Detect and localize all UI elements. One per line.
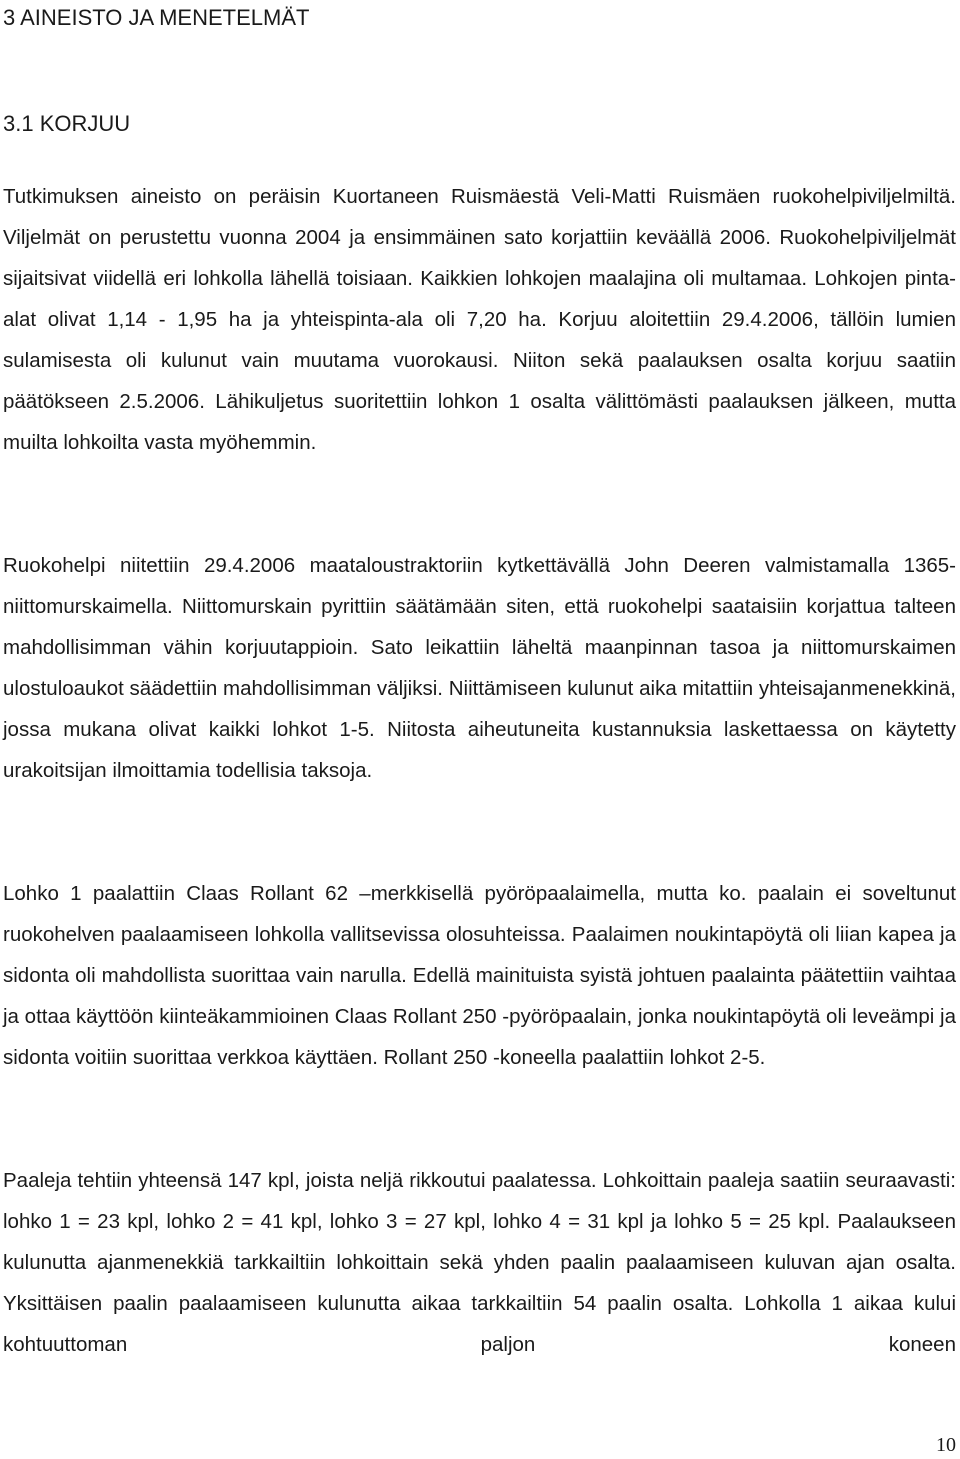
paragraph-aineisto: Tutkimuksen aineisto on peräisin Kuortaneen Ruismäestä Veli-Matti Ruismäen ruokohelpiviljelmiltä. Viljelmät on perustettu vuonna 2004 ja ensimmäinen sato korjattiin keväällä 2006. Ruokohelpiviljelmät sijaitsivat viidellä eri lohkolla lähellä toisiaan. Kaikkien lohkojen maalajina oli multamaa. Lohkojen pinta-alat olivat 1,14 - 1,95 ha ja yhteispinta-ala oli 7,20 ha. Korjuu aloitettiin 29.4.2006, tällöin lumien sulamisesta oli kulunut vain muutama vuorokausi. Niiton sekä paalauksen osalta korjuu saatiin päätökseen 2.5.2006. Lähikuljetus suoritettiin lohkon 1 osalta välittömästi paalauksen jälkeen, mutta muilta lohkoilta vasta myöhemmin.: [3, 185, 956, 454]
paragraph-paalimaarat: Paaleja tehtiin yhteensä 147 kpl, joista neljä rikkoutui paalatessa. Lohkoittain paaleja saatiin seuraavasti: lohko 1 = 23 kpl, lohko 2 = 41 kpl, lohko 3 = 27 kpl, lohko 4 = 31 kpl ja lohko 5 = 25 kpl. Paalaukseen kulunutta ajanmenekkiä tarkkailtiin lohkoittain sekä yhden paalin paalaamiseen kuluvan ajan osalta. Yksittäisen paalin paalaamiseen kulunutta aikaa tarkkailtiin 54 paalin osalta. Lohkolla 1 aikaa kului kohtuuttoman paljon koneen: [3, 1169, 956, 1356]
chapter-heading: 3 AINEISTO JA MENETELMÄT: [3, 5, 310, 30]
section-heading: 3.1 KORJUU: [3, 111, 131, 136]
page-number: 10: [936, 1434, 956, 1456]
paragraph-niitto: Ruokohelpi niitettiin 29.4.2006 maataloustraktoriin kytkettävällä John Deeren valmistamalla 1365-niittomurskaimella. Niittomurskain pyrittiin säätämään siten, että ruokohelpi saataisiin korjattua talteen mahdollisimman vähin korjuutappioin. Sato leikattiin läheltä maanpinnan tasoa ja niittomurskaimen ulostuloaukot säädettiin mahdollisimman väljiksi. Niittämiseen kulunut aika mitattiin yhteisajanmenekkinä, jossa mukana olivat kaikki lohkot 1-5. Niitosta aiheutuneita kustannuksia laskettaessa on käytetty urakoitsijan ilmoittamia todellisia taksoja.: [3, 554, 956, 782]
paragraph-paalaus: Lohko 1 paalattiin Claas Rollant 62 –merkkisellä pyöröpaalaimella, mutta ko. paalain ei soveltunut ruokohelven paalaamiseen lohkolla vallitsevissa olosuhteissa. Paalaimen noukintapöytä oli liian kapea ja sidonta oli mahdollista suorittaa vain narulla. Edellä mainituista syistä johtuen paalainta päätettiin vaihtaa ja ottaa käyttöön kiinteäkammioinen Claas Rollant 250 -pyöröpaalain, jonka noukintapöytä oli leveämpi ja sidonta voitiin suorittaa verkkoa käyttäen. Rollant 250 -koneella paalattiin lohkot 2-5.: [3, 882, 956, 1069]
